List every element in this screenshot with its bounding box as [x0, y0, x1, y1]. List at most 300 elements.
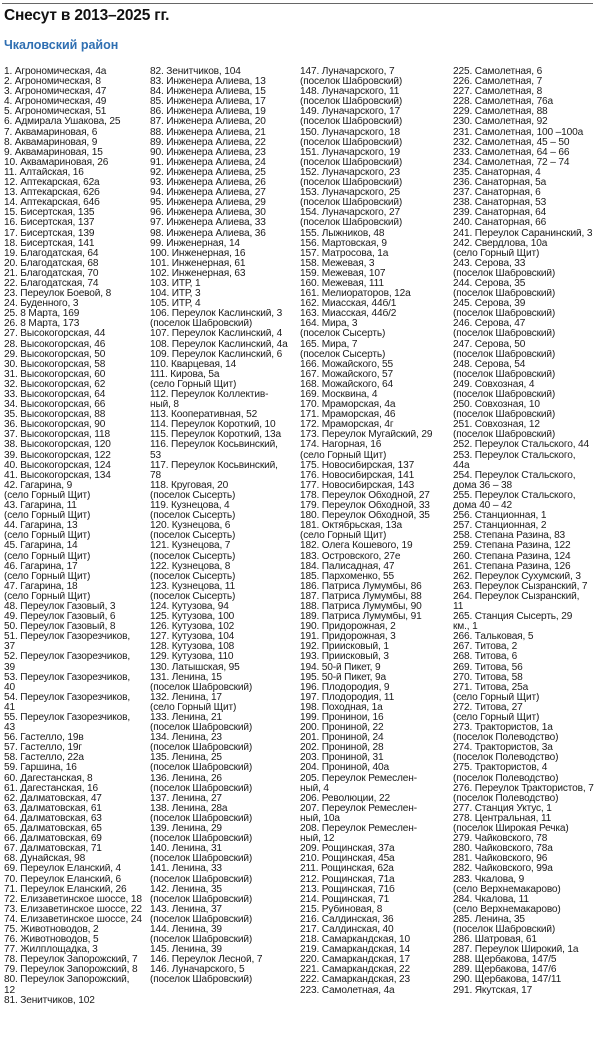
- list-item: 52. Переулок Газорезчиков,: [4, 652, 131, 663]
- list-item: 139. Ленина, 29: [150, 824, 222, 835]
- list-item: 115. Переулок Короткий, 13а: [150, 430, 281, 441]
- list-item: 165. Мира, 7: [300, 339, 358, 350]
- list-item: 167. Можайского, 57: [300, 369, 394, 380]
- list-item: 65. Далматовская, 65: [4, 824, 102, 835]
- list-item: (поселок Сысерть): [300, 329, 386, 340]
- list-item: ный, 8: [150, 400, 179, 411]
- list-item: ный, 12: [300, 834, 335, 845]
- list-item: (село Горный Щит): [453, 692, 540, 703]
- list-item: 27. Высокогорская, 44: [4, 329, 106, 340]
- list-item: 283. Чкалова, 9: [453, 874, 525, 885]
- list-item: 39: [4, 662, 15, 673]
- list-item: 43: [4, 723, 15, 734]
- list-item: 90. Инженера Алиева, 23: [150, 147, 266, 158]
- list-item: 123. Кузнецова, 11: [150, 581, 235, 592]
- list-item: 98. Инженера Алиева, 36: [150, 228, 266, 239]
- list-item: 237. Санаторная, 6: [453, 188, 541, 199]
- list-item: (поселок Шабровский): [150, 935, 253, 946]
- list-item: (поселок Полеводство): [453, 793, 559, 804]
- list-item: 62. Далматовская, 47: [4, 793, 102, 804]
- list-item: 231. Самолетная, 100 –100а: [453, 127, 584, 138]
- address-column-1: [4, 67, 150, 1006]
- list-item: (село Горный Щит): [4, 571, 91, 582]
- list-item: (поселок Шабровский): [150, 854, 253, 865]
- list-item: 288. Щербакова, 147/5: [453, 955, 557, 966]
- list-item: 185. Пархоменко, 55: [300, 571, 394, 582]
- list-item: (поселок Шабровский): [453, 924, 556, 935]
- list-item: 281. Чайковского, 96: [453, 854, 548, 865]
- list-item: 10. Аквамариновая, 26: [4, 157, 109, 168]
- list-item: 260. Степана Разина, 124: [453, 551, 571, 562]
- list-item: 200. Прониной, 22: [300, 723, 384, 734]
- list-item: (поселок Шабровский): [300, 117, 403, 128]
- list-item: (поселок Широкая Речка): [453, 824, 569, 835]
- list-item: 195. 50-й Пикет, 9а: [300, 672, 386, 683]
- list-item: (поселок Шабровский): [453, 430, 556, 441]
- list-item: 189. Патриса Лумумбы, 91: [300, 612, 422, 623]
- list-item: 157. Матросова, 1а: [300, 248, 389, 259]
- list-item: 5. Агрономическая, 51: [4, 107, 107, 118]
- list-item: 37: [4, 642, 15, 653]
- list-item: 290. Щербакова, 147/11: [453, 975, 562, 986]
- list-item: 158. Межевая, 3: [300, 258, 375, 269]
- list-item: 155. Лыжников, 48: [300, 228, 385, 239]
- list-item: (поселок Шабровский): [453, 369, 556, 380]
- list-item: 71. Переулок Еланский, 26: [4, 884, 127, 895]
- address-column-2: [150, 67, 300, 986]
- list-item: 53. Переулок Газорезчиков,: [4, 672, 131, 683]
- list-item: 1. Агрономическая, 4а: [4, 67, 107, 77]
- list-item: 106. Переулок Каслинский, 3: [150, 309, 283, 320]
- list-item: (поселок Шабровский): [453, 349, 556, 360]
- list-item: 228. Самолетная, 76а: [453, 97, 554, 108]
- list-item: 282. Чайковского, 99а: [453, 864, 553, 875]
- list-item: (поселок Полеводство): [453, 753, 559, 764]
- list-item: 26. 8 Марта, 173: [4, 319, 80, 330]
- list-item: 184. Палисадная, 47: [300, 561, 395, 572]
- list-item: 73. Елизаветинское шоссе, 22: [4, 904, 142, 915]
- list-item: 107. Переулок Каслинский, 4: [150, 329, 283, 340]
- list-item: 191. Придорожная, 3: [300, 632, 396, 643]
- list-item: 263. Переулок Сызранский, 7: [453, 581, 588, 592]
- list-item: 205. Переулок Ремеслен-: [300, 773, 417, 784]
- list-item: 194. 50-й Пикет, 9: [300, 662, 381, 673]
- list-item: 59. Гаршина, 16: [4, 763, 77, 774]
- list-item: 140. Ленина, 31: [150, 844, 222, 855]
- list-item: (поселок Шабровский): [453, 309, 556, 320]
- list-item: 136. Ленина, 26: [150, 773, 222, 784]
- list-item: 199. Пронинои, 16: [300, 713, 384, 723]
- list-item: 156. Мартовская, 9: [300, 238, 387, 249]
- list-item: 258. Степана Разина, 83: [453, 531, 566, 542]
- list-item: 125. Кутузова, 100: [150, 612, 235, 623]
- list-item: 36. Высокогорская, 90: [4, 420, 106, 431]
- list-item: 126. Кутузова, 102: [150, 622, 235, 633]
- list-item: 213. Рощинская, 71б: [300, 884, 395, 895]
- list-item: 43. Гагарина, 11: [4, 501, 77, 512]
- list-item: (село Горный Щит): [300, 450, 387, 461]
- list-item: 87. Инженера Алиева, 20: [150, 117, 266, 128]
- list-item: 241. Переулок Саранинский, 3: [453, 228, 593, 239]
- list-item: 40. Высокогорская, 124: [4, 460, 111, 471]
- list-item: 32. Высокогорская, 62: [4, 379, 106, 390]
- list-item: 235. Санаторная, 4: [453, 167, 541, 178]
- list-item: 12: [4, 985, 15, 996]
- list-item: 112. Переулок Коллектив-: [150, 390, 269, 400]
- list-item: 211. Рощинская, 62а: [300, 864, 394, 875]
- list-item: 77. Жилплощадка, 3: [4, 945, 98, 956]
- list-item: 39. Высокогорская, 122: [4, 450, 111, 461]
- list-item: 215. Рубиновая, 8: [300, 904, 383, 915]
- list-item: 242. Свердлова, 10а: [453, 238, 548, 249]
- list-item: 128. Кутузова, 108: [150, 642, 235, 653]
- list-item: км., 1: [453, 622, 478, 633]
- list-item: 265. Станция Сысерть, 29: [453, 612, 573, 623]
- list-item: 151. Луначарского, 19: [300, 147, 400, 158]
- list-item: 291. Якутская, 17: [453, 985, 533, 996]
- list-item: 163. Миасская, 44б/2: [300, 309, 397, 320]
- list-item: (поселок Шабровский): [300, 97, 403, 108]
- list-item: 221. Самаркандская, 22: [300, 965, 410, 976]
- list-item: 79. Переулок Запорожский, 8: [4, 965, 138, 976]
- list-item: 212. Рощинская, 71а: [300, 874, 395, 885]
- list-item: 239. Санаторная, 64: [453, 208, 547, 219]
- list-item: 120. Кузнецова, 6: [150, 521, 231, 532]
- list-item: (поселок Шабровский): [453, 410, 556, 421]
- list-item: 268. Титова, 6: [453, 652, 518, 663]
- list-item: 219. Самаркандская, 14: [300, 945, 410, 956]
- list-item: (село Верхнемакарово): [453, 884, 561, 895]
- list-item: 11. Алтайская, 16: [4, 167, 84, 178]
- list-item: 150. Луначарского, 18: [300, 127, 400, 138]
- list-item: 244. Серова, 35: [453, 278, 526, 289]
- list-item: 259. Степана Разина, 122: [453, 541, 571, 552]
- list-item: 227. Самолетная, 8: [453, 87, 543, 98]
- list-item: (поселок Шабровский): [150, 319, 253, 330]
- list-item: 105. ИТР, 4: [150, 299, 201, 310]
- list-item: (поселок Сысерть): [150, 571, 236, 582]
- list-item: 193. Приисковый, 3: [300, 652, 389, 663]
- list-item: 33. Высокогорская, 64: [4, 390, 106, 400]
- list-item: 264. Переулок Сызранский,: [453, 591, 580, 602]
- list-item: 85. Инженера Алиева, 17: [150, 97, 266, 108]
- list-item: 31. Высокогорская, 60: [4, 369, 106, 380]
- list-item: 173. Переулок Мугайский, 29: [300, 430, 433, 441]
- list-item: (поселок Сысерть): [150, 531, 236, 542]
- list-item: 41. Высокогорская, 134: [4, 470, 111, 481]
- list-item: 42. Гагарина, 9: [4, 480, 73, 491]
- list-item: 267. Титова, 2: [453, 642, 518, 653]
- list-item: 160. Межевая, 111: [300, 278, 384, 289]
- list-item: 61. Дагестанская, 16: [4, 783, 99, 794]
- list-item: 149. Луначарского, 17: [300, 107, 400, 118]
- list-item: 58. Гастелло, 22а: [4, 753, 84, 764]
- list-item: 38. Высокогорская, 120: [4, 440, 111, 451]
- list-item: (поселок Шабровский): [150, 975, 253, 986]
- list-item: 144. Ленина, 39: [150, 924, 222, 935]
- list-item: (село Горный Щит): [150, 702, 237, 713]
- list-item: 277. Станция Уктус, 1: [453, 803, 552, 814]
- list-item: 153. Луначарского, 25: [300, 188, 400, 199]
- list-item: 83. Инженера Алиева, 13: [150, 77, 266, 88]
- list-item: 96. Инженера Алиева, 30: [150, 208, 266, 219]
- list-item: (село Горный Щит): [4, 591, 91, 602]
- list-item: 275. Трактористов, 4: [453, 763, 548, 774]
- list-item: 80. Переулок Запорожский,: [4, 975, 130, 986]
- list-item: 246. Серова, 47: [453, 319, 526, 330]
- list-item: (село Горный Щит): [4, 551, 91, 562]
- list-item: 68. Дунайская, 98: [4, 854, 86, 865]
- list-item: (поселок Полеводство): [453, 773, 559, 784]
- list-item: 225. Самолетная, 6: [453, 67, 543, 77]
- list-item: (поселок Сысерть): [150, 511, 236, 522]
- list-item: 70. Переулок Еланский, 6: [4, 874, 122, 885]
- list-item: (поселок Сысерть): [150, 591, 236, 602]
- list-item: 256. Станционная, 1: [453, 511, 547, 522]
- list-item: (село Горный Щит): [4, 490, 91, 501]
- list-item: 159. Межевая, 107: [300, 268, 386, 279]
- list-item: 171. Мраморская, 46: [300, 410, 396, 421]
- list-item: 278. Центральная, 11: [453, 813, 552, 824]
- list-item: 118. Круговая, 20: [150, 480, 229, 491]
- list-item: 66. Далматовская, 69: [4, 834, 102, 845]
- list-item: 280. Чайковского, 78а: [453, 844, 553, 855]
- list-item: 15. Бисертская, 135: [4, 208, 95, 219]
- list-item: 177. Новосибирская, 143: [300, 480, 415, 491]
- list-item: 55. Переулок Газорезчиков,: [4, 713, 131, 723]
- list-item: (поселок Шабровский): [150, 894, 253, 905]
- list-item: 24. Буденного, 3: [4, 299, 79, 310]
- list-item: 188. Патриса Лумумбы, 90: [300, 601, 422, 612]
- list-item: 12. Аптекарская, 62а: [4, 178, 100, 189]
- list-item: (поселок Сысерть): [300, 349, 386, 360]
- list-item: 46. Гагарина, 17: [4, 561, 78, 572]
- list-item: 114. Переулок Короткий, 10: [150, 420, 276, 431]
- list-item: (поселок Шабровский): [453, 329, 556, 340]
- list-item: 40: [4, 682, 15, 693]
- address-list: [4, 67, 593, 1057]
- list-item: 78. Переулок Запорожский, 7: [4, 955, 138, 966]
- list-item: 161. Мелиораторов, 12а: [300, 289, 411, 300]
- list-item: 8. Аквамариновая, 9: [4, 137, 98, 148]
- list-item: 276. Переулок Трактористов, 7: [453, 783, 594, 794]
- list-item: 91. Инженера Алиева, 24: [150, 157, 266, 168]
- list-item: 208. Переулок Ремеслен-: [300, 824, 417, 835]
- list-item: 287. Переулок Широкий, 1а: [453, 945, 579, 956]
- list-item: 183. Островского, 27е: [300, 551, 401, 562]
- list-item: (село Горный Щит): [150, 379, 237, 390]
- list-item: 143. Ленина, 37: [150, 904, 222, 915]
- list-item: 81. Зенитчиков, 102: [4, 995, 95, 1006]
- list-item: 257. Станционная, 2: [453, 521, 547, 532]
- list-item: 129. Кутузова, 110: [150, 652, 234, 663]
- list-item: 217. Салдинская, 40: [300, 924, 394, 935]
- list-item: 273. Трактористов, 1а: [453, 723, 553, 734]
- list-item: 64. Далматовская, 63: [4, 813, 102, 824]
- list-item: (поселок Шабровский): [300, 198, 403, 209]
- list-item: 166. Можайского, 55: [300, 359, 394, 370]
- list-item: 84. Инженера Алиева, 15: [150, 87, 266, 98]
- list-item: 233. Самолетная, 64 – 66: [453, 147, 570, 158]
- list-item: 222. Самаркандская, 23: [300, 975, 410, 986]
- list-item: 97. Инженера Алиева, 33: [150, 218, 266, 229]
- list-item: 236. Санаторная, 5а: [453, 178, 547, 189]
- list-item: 181. Октябрьская, 13а: [300, 521, 402, 532]
- list-item: 201. Прониной, 24: [300, 733, 384, 744]
- list-item: 145. Ленина, 39: [150, 945, 222, 956]
- list-item: 252. Переулок Стальского, 44: [453, 440, 589, 451]
- list-item: 178. Переулок Обходной, 27: [300, 490, 430, 501]
- list-item: (поселок Шабровский): [150, 813, 253, 824]
- list-item: 164. Мира, 3: [300, 319, 358, 330]
- list-item: 2. Агрономическая, 8: [4, 77, 101, 88]
- list-item: 89. Инженера Алиева, 22: [150, 137, 266, 148]
- list-item: 147. Луначарского, 7: [300, 67, 395, 77]
- list-item: 206. Революции, 22: [300, 793, 390, 804]
- list-item: 7. Аквамариновая, 6: [4, 127, 98, 138]
- list-item: 162. Миасская, 44б/1: [300, 299, 397, 310]
- list-item: (поселок Шабровский): [150, 723, 253, 734]
- list-item: 135. Ленина, 25: [150, 753, 222, 764]
- list-item: 30. Высокогорская, 58: [4, 359, 106, 370]
- list-item: 179. Переулок Обходной, 33: [300, 501, 430, 512]
- list-item: 51. Переулок Газорезчиков,: [4, 632, 131, 643]
- list-item: 187. Патриса Лумумбы, 88: [300, 591, 422, 602]
- list-item: 142. Ленина, 35: [150, 884, 222, 895]
- list-item: (село Горный Щит): [453, 248, 540, 259]
- list-item: 272. Титова, 27: [453, 702, 523, 713]
- list-item: 152. Луначарского, 23: [300, 167, 400, 178]
- list-item: 234. Самолетная, 72 – 74: [453, 157, 570, 168]
- list-item: 116. Переулок Косьвинский,: [150, 440, 278, 451]
- list-item: 34. Высокогорская, 66: [4, 400, 106, 411]
- list-item: 232. Самолетная, 45 – 50: [453, 137, 570, 148]
- address-column-3: [300, 67, 453, 996]
- list-item: 154. Луначарского, 27: [300, 208, 400, 219]
- list-item: 37. Высокогорская, 118: [4, 430, 110, 441]
- list-item: 247. Серова, 50: [453, 339, 526, 350]
- list-item: 220. Самаркандская, 17: [300, 955, 410, 966]
- list-item: 192. Приисковый, 1: [300, 642, 389, 653]
- list-item: 74. Елизаветинское шоссе, 24: [4, 914, 142, 925]
- list-item: 249. Совхозная, 4: [453, 379, 535, 390]
- list-item: 108. Переулок Каслинский, 4а: [150, 339, 288, 350]
- list-item: 262. Переулок Сухумский, 3: [453, 571, 581, 582]
- list-item: 102. Инженерная, 63: [150, 268, 246, 279]
- list-item: 92. Инженера Алиева, 25: [150, 167, 266, 178]
- list-item: 202. Прониной, 28: [300, 743, 384, 754]
- list-item: 214. Рощинская, 71: [300, 894, 390, 905]
- list-item: 229. Самолетная, 88: [453, 107, 548, 118]
- list-item: 207. Переулок Ремеслен-: [300, 803, 417, 814]
- list-item: 218. Самаркандская, 10: [300, 935, 410, 946]
- list-item: 3. Агрономическая, 47: [4, 87, 107, 98]
- list-item: 75. Животноводов, 2: [4, 924, 99, 935]
- list-item: дома 36 – 38: [453, 480, 512, 491]
- list-item: ный, 4: [300, 783, 329, 794]
- list-item: 266. Тальковая, 5: [453, 632, 534, 643]
- list-item: 174. Нагорная, 16: [300, 440, 382, 451]
- list-item: 11: [453, 601, 464, 612]
- list-item: дома 40 – 42: [453, 501, 512, 512]
- list-item: 271. Титова, 25а: [453, 682, 529, 693]
- list-item: 104. ИТР, 3: [150, 289, 201, 300]
- list-item: 196. Плодородия, 9: [300, 682, 390, 693]
- list-item: 284. Чкалова, 11: [453, 894, 529, 905]
- list-item: 190. Придорожная, 2: [300, 622, 396, 633]
- list-item: 132. Ленина, 17: [150, 692, 222, 703]
- list-item: 78: [150, 470, 161, 481]
- list-item: (поселок Сысерть): [150, 551, 236, 562]
- list-item: 16. Бисертская, 137: [4, 218, 95, 229]
- list-item: 69. Переулок Еланский, 4: [4, 864, 122, 875]
- list-item: 13. Аптекарская, 62б: [4, 188, 100, 199]
- list-item: 182. Олега Кошевого, 19: [300, 541, 413, 552]
- list-item: (село Горный Щит): [453, 713, 540, 723]
- district-heading: Чкаловский район: [4, 38, 119, 52]
- list-item: 203. Прониной, 31: [300, 753, 384, 764]
- list-item: (поселок Шабровский): [453, 390, 556, 400]
- list-item: 4. Агрономическая, 49: [4, 97, 107, 108]
- list-item: 198. Походная, 1а: [300, 702, 383, 713]
- list-item: 230. Самолетная, 92: [453, 117, 548, 128]
- list-item: 54. Переулок Газорезчиков,: [4, 692, 131, 703]
- list-item: 22. Благодатская, 74: [4, 278, 99, 289]
- list-item: (село Горный Щит): [4, 511, 91, 522]
- list-item: 17. Бисертская, 139: [4, 228, 95, 239]
- list-item: (поселок Сысерть): [150, 490, 236, 501]
- list-item: 121. Кузнецова, 7: [150, 541, 231, 552]
- list-item: (поселок Шабровский): [453, 268, 556, 279]
- list-item: 130. Латышская, 95: [150, 662, 240, 673]
- list-item: 44а: [453, 460, 470, 471]
- list-item: 255. Переулок Стальского,: [453, 490, 576, 501]
- list-item: 138. Ленина, 28а: [150, 803, 228, 814]
- list-item: 169. Москвина, 4: [300, 390, 378, 400]
- list-item: 124. Кутузова, 94: [150, 601, 229, 612]
- list-item: 279. Чайковского, 78: [453, 834, 548, 845]
- list-item: 148. Луначарского, 11: [300, 87, 400, 98]
- list-item: (поселок Шабровский): [150, 763, 253, 774]
- list-item: (поселок Шабровский): [150, 874, 253, 885]
- list-item: 23. Переулок Боевой, 8: [4, 289, 112, 300]
- top-rule: [2, 3, 593, 4]
- list-item: 88. Инженера Алиева, 21: [150, 127, 266, 138]
- list-item: 168. Можайского, 64: [300, 379, 394, 390]
- page-title: Снесут в 2013–2025 гг.: [4, 7, 170, 24]
- list-item: 285. Ленина, 35: [453, 914, 525, 925]
- list-item: 146. Луначарского, 5: [150, 965, 245, 976]
- list-item: 94. Инженера Алиева, 27: [150, 188, 266, 199]
- list-item: 21. Благодатская, 70: [4, 268, 99, 279]
- list-item: (поселок Шабровский): [150, 914, 253, 925]
- list-item: 226. Самолетная, 7: [453, 77, 543, 88]
- list-item: (село Горный Щит): [300, 531, 387, 542]
- list-item: 110. Кварцевая, 14: [150, 359, 237, 370]
- list-item: (поселок Шабровский): [453, 289, 556, 300]
- list-item: 240. Санаторная, 66: [453, 218, 547, 229]
- list-item: 137. Ленина, 27: [150, 793, 222, 804]
- list-item: (поселок Шабровский): [300, 137, 403, 148]
- list-item: 146. Переулок Лесной, 7: [150, 955, 263, 966]
- list-item: 113. Кооперативная, 52: [150, 410, 258, 421]
- list-item: 176. Новосибирская, 141: [300, 470, 415, 481]
- list-item: 119. Кузнецова, 4: [150, 501, 230, 512]
- list-item: 204. Прониной, 40а: [300, 763, 390, 774]
- list-item: 56. Гастелло, 19в: [4, 733, 84, 744]
- list-item: 274. Трактористов, 3а: [453, 743, 553, 754]
- list-item: 14. Аптекарская, 64б: [4, 198, 100, 209]
